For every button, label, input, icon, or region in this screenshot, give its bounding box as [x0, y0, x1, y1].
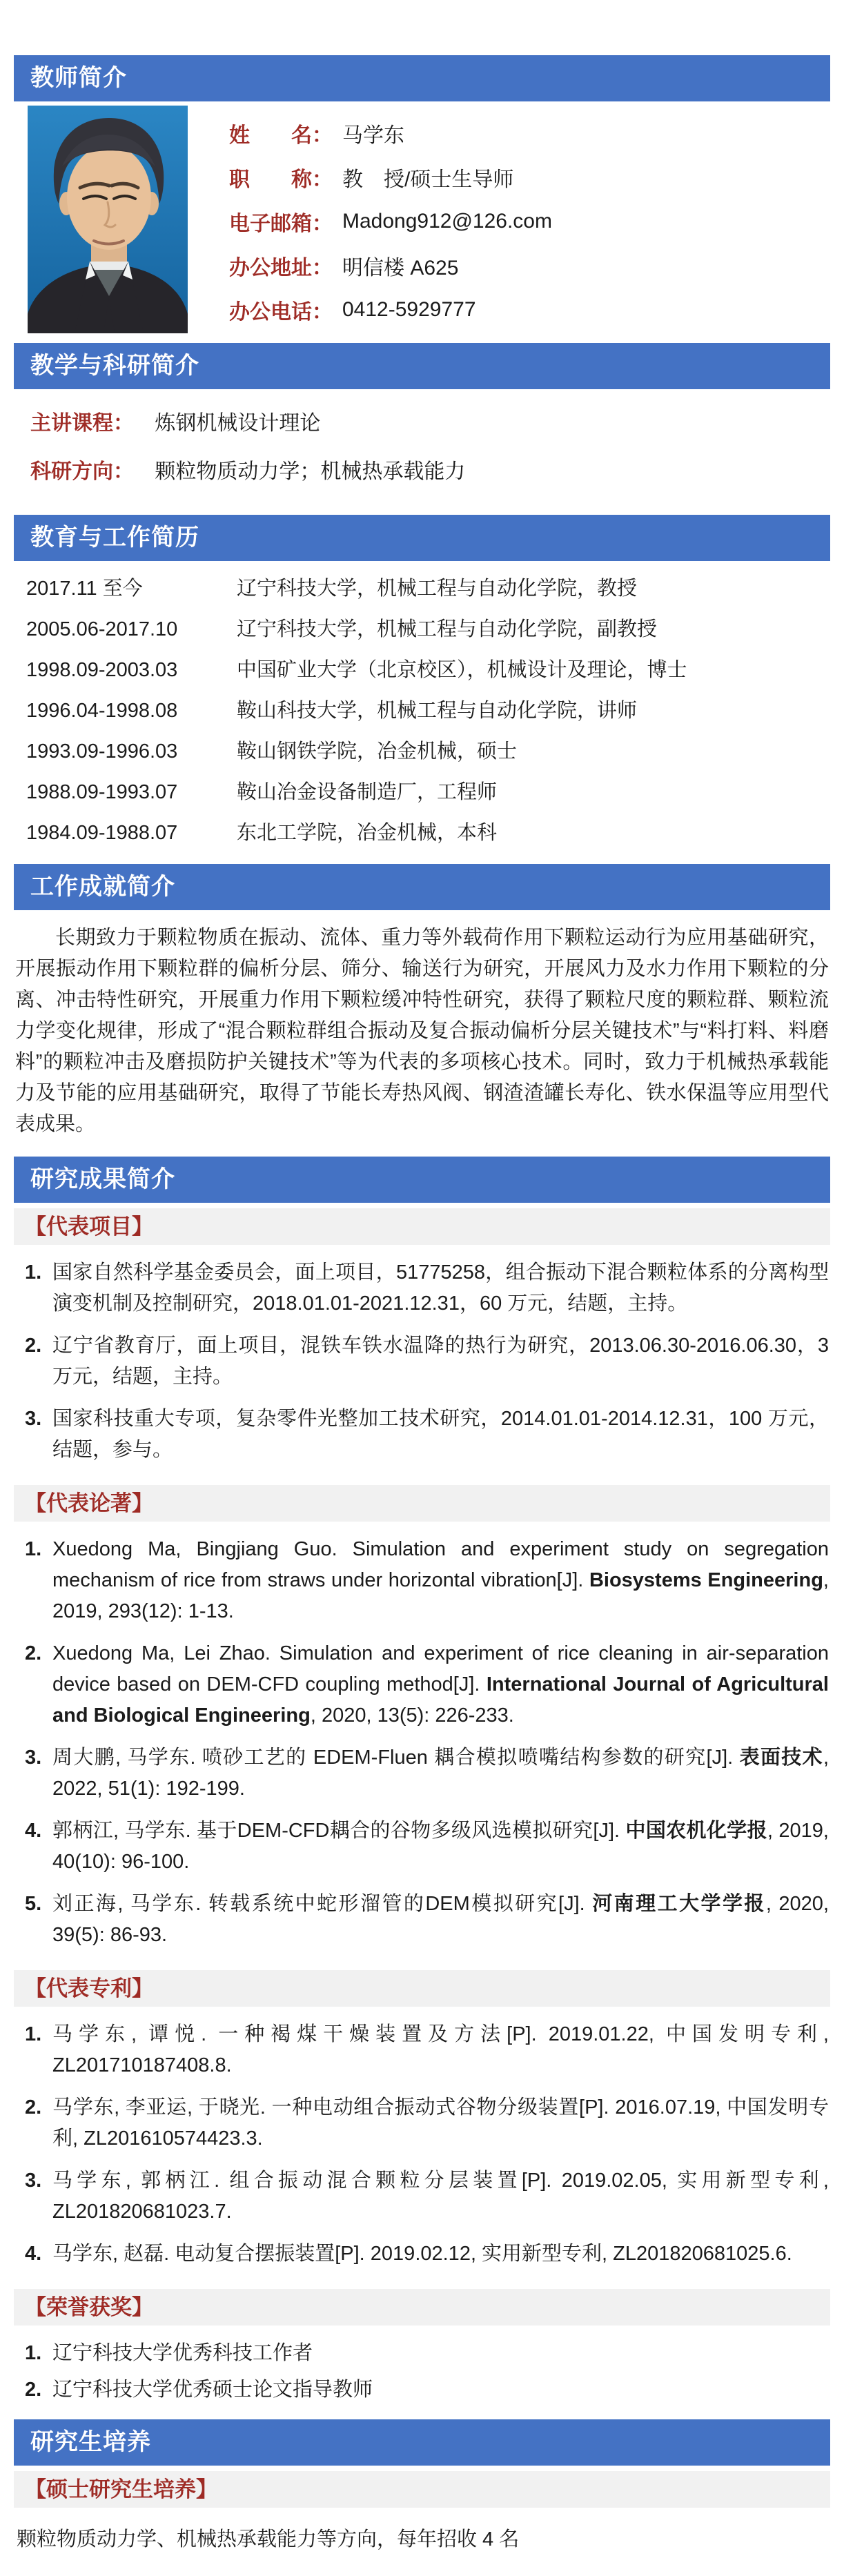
- resume-detail: 辽宁科技大学，机械工程与自动化学院，副教授: [237, 618, 658, 640]
- field-value: 明信楼 A625: [342, 257, 459, 279]
- graduate-training-text: 颗粒物质动力学、机械热承载能力等方向，每年招收 4 名: [17, 2528, 520, 2550]
- honors-list: [14, 2330, 830, 2419]
- subheading-master-training: 【硕士研究生培养】: [14, 2471, 830, 2508]
- honor-item: [25, 2375, 829, 2406]
- item-number: 3.: [25, 1747, 42, 1769]
- resume-row: [26, 777, 830, 808]
- resume-detail: 鞍山科技大学，机械工程与自动化学院，讲师: [237, 700, 638, 722]
- publication-item: [25, 1534, 829, 1627]
- subheading-honors: 【荣誉获奖】: [14, 2289, 830, 2326]
- field-label: 办公地址：: [229, 257, 333, 279]
- publication-pre: Xuedong Ma, Bingjiang Guo. Simulation and experiment study on segregation mechanism of rice from straws under horizontal vibration[J].: [52, 1538, 829, 1591]
- project-item: [25, 1404, 829, 1466]
- publication-post: , 2020, 13(5): 226-233.: [310, 1704, 514, 1727]
- teach-row-courses: [30, 406, 830, 436]
- publication-post: , 2022, 51(1): 192-199.: [52, 1747, 829, 1800]
- item-number: 2.: [25, 1335, 42, 1357]
- publication-item: [25, 1638, 829, 1731]
- portrait-photo: [28, 106, 188, 333]
- project-text: 国家自然科学基金委员会，面上项目，51775258，组合振动下混合颗粒体系的分离构型演变机制及控制研究，2018.01.01-2021.12.31，60 万元，结题，主持。: [52, 1261, 829, 1315]
- publication-item: [25, 1742, 829, 1805]
- resume-row: [26, 614, 830, 645]
- resume-detail: 中国矿业大学（北京校区），机械设计及理论，博士: [237, 659, 687, 681]
- teach-label: 主讲课程：: [30, 412, 134, 435]
- item-number: 1.: [25, 1261, 42, 1284]
- publication-item: [25, 1889, 829, 1951]
- resume-period: 2005.06-2017.10: [26, 618, 178, 640]
- field-office-phone: [229, 288, 552, 332]
- patent-text: 马学东, 赵磊. 电动复合摆振装置[P]. 2019.02.12, 实用新型专利, ZL201820681025.6.: [52, 2243, 792, 2265]
- publication-post: , 2019, 293(12): 1-13.: [52, 1569, 829, 1622]
- publications-list: [14, 1526, 830, 1965]
- item-number: 2.: [25, 1642, 42, 1664]
- item-number: 1.: [25, 1538, 42, 1560]
- field-value: 0412-5929777: [342, 298, 476, 321]
- achievements-paragraph: 长期致力于颗粒物质在振动、流体、重力等外载荷作用下颗粒运动行为应用基础研究，开展振动作用下颗粒群的偏析分层、筛分、输送行为研究，开展风力及水力作用下颗粒的分离、冲击特性研究，开展重力作用下颗粒缓冲特性研究，获得了颗粒尺度的颗粒群、颗粒流力学变化规律，形成了“混合颗粒群组合振动及复合振动偏析分层关键技术”与“料打料、料磨料”的颗粒冲击及磨损防护关键技术”等为代表的多项核心技术。同时，致力于机械热承载能力及节能的应用基础研究，取得了节能长寿热风阀、钢渣渣罐长寿化、铁水保温等应用型代表成果。: [15, 927, 829, 1135]
- profile-fields: [229, 106, 552, 332]
- portrait-photo-illustration: [28, 106, 188, 333]
- patent-text: 马学东, 李亚运, 于晓光. 一种电动组合振动式谷物分级装置[P]. 2016.07.19, 中国发明专利, ZL201610574423.3.: [52, 2096, 829, 2150]
- resume-detail: 东北工学院，冶金机械，本科: [237, 822, 498, 844]
- subheading-projects: 【代表项目】: [14, 1208, 830, 1245]
- resume-list: [14, 561, 830, 864]
- section-bar-resume: 教育与工作简历: [14, 515, 830, 561]
- patent-item: [25, 2092, 829, 2154]
- item-number: 2.: [25, 2379, 42, 2401]
- patents-list: [14, 2011, 830, 2283]
- field-label: 姓 名：: [229, 124, 333, 147]
- resume-row: [26, 655, 830, 686]
- publication-text: [52, 1534, 829, 1627]
- teach-label: 科研方向：: [30, 460, 134, 483]
- resume-row: [26, 573, 830, 604]
- patent-text: 马学东, 郭柄江. 组合振动混合颗粒分层装置[P]. 2019.02.05, 实用新型专利, ZL201820681023.7.: [52, 2170, 829, 2223]
- resume-period: 1988.09-1993.07: [26, 781, 178, 803]
- resume-period: 1996.04-1998.08: [26, 700, 178, 722]
- journal-name: International Journal of Agricultural and Biological Engineering: [52, 1673, 829, 1727]
- resume-detail: 鞍山冶金设备制造厂，工程师: [237, 781, 498, 803]
- item-number: 1.: [25, 2342, 42, 2364]
- field-office-address: [229, 244, 552, 288]
- field-label: 电子邮箱：: [229, 213, 333, 235]
- patent-item: [25, 2165, 829, 2228]
- project-text: 国家科技重大专项，复杂零件光整加工技术研究，2014.01.01-2014.12.31，100 万元，结题，参与。: [52, 1408, 829, 1461]
- resume-row: [26, 818, 830, 849]
- item-number: 1.: [25, 2023, 42, 2045]
- subheading-patents: 【代表专利】: [14, 1970, 830, 2007]
- publication-text: [52, 1742, 829, 1805]
- section-bar-teaching-research: 教学与科研简介: [14, 343, 830, 389]
- publication-pre: 周大鹏, 马学东. 喷砂工艺的 EDEM-Fluen 耦合模拟喷嘴结构参数的研究[J].: [52, 1747, 740, 1769]
- project-text: 辽宁省教育厅，面上项目，混铁车铁水温降的热行为研究，2013.06.30-2016.06.30，3 万元，结题，主持。: [52, 1335, 829, 1388]
- teaching-block: [14, 389, 830, 515]
- journal-name: 中国农机化学报: [625, 1820, 767, 1842]
- projects-list: [14, 1249, 830, 1479]
- resume-period: 2017.11 至今: [26, 578, 143, 600]
- patent-text: 马学东, 谭悦. 一种褐煤干燥装置及方法[P]. 2019.01.22, 中国发明专利, ZL201710187408.8.: [52, 2023, 829, 2076]
- patent-item: [25, 2019, 829, 2081]
- journal-name: 河南理工大学学报: [592, 1893, 766, 1915]
- item-number: 3.: [25, 1408, 42, 1430]
- teach-value: 炼钢机械设计理论: [155, 412, 321, 435]
- field-label: 职 称：: [229, 168, 333, 191]
- publication-post: , 2020, 39(5): 86-93.: [52, 1893, 829, 1946]
- project-item: [25, 1257, 829, 1319]
- publication-post: , 2019, 40(10): 96-100.: [52, 1820, 829, 1873]
- profile-block: [14, 101, 830, 343]
- journal-name: Biosystems Engineering: [589, 1569, 823, 1591]
- journal-name: 表面技术: [739, 1747, 823, 1769]
- field-name: [229, 111, 552, 155]
- item-number: 4.: [25, 2243, 42, 2265]
- field-email: [229, 199, 552, 244]
- field-value: 教 授/硕士生导师: [342, 168, 514, 191]
- publication-text: [52, 1816, 829, 1878]
- publication-pre: 郭柄江, 马学东. 基于DEM-CFD耦合的谷物多级风选模拟研究[J].: [52, 1820, 626, 1842]
- publication-pre: Xuedong Ma, Lei Zhao. Simulation and experiment of rice cleaning in air-separation device based on DEM-CFD coupling method[J].: [52, 1642, 829, 1695]
- resume-detail: 鞍山钢铁学院，冶金机械，硕士: [237, 740, 518, 763]
- publication-pre: 刘正海, 马学东. 转载系统中蛇形溜管的DEM模拟研究[J].: [52, 1893, 593, 1915]
- item-number: 4.: [25, 1820, 42, 1842]
- item-number: 5.: [25, 1893, 42, 1915]
- teach-value: 颗粒物质动力学；机械热承载能力: [155, 460, 466, 483]
- resume-row: [26, 696, 830, 727]
- resume-period: 1993.09-1996.03: [26, 740, 178, 763]
- resume-period: 1984.09-1988.07: [26, 822, 178, 844]
- honor-text: 辽宁科技大学优秀科技工作者: [52, 2342, 313, 2364]
- field-value: 马学东: [342, 124, 404, 147]
- section-bar-teacher-intro: 教师简介: [14, 55, 830, 101]
- publication-item: [25, 1816, 829, 1878]
- resume-detail: 辽宁科技大学，机械工程与自动化学院，教授: [237, 578, 638, 600]
- item-number: 2.: [25, 2096, 42, 2118]
- honor-text: 辽宁科技大学优秀硕士论文指导教师: [52, 2379, 373, 2401]
- honor-item: [25, 2338, 829, 2369]
- patent-item: [25, 2239, 829, 2270]
- publication-text: [52, 1638, 829, 1731]
- section-bar-research-results: 研究成果简介: [14, 1157, 830, 1203]
- field-title: [229, 155, 552, 199]
- project-item: [25, 1330, 829, 1393]
- section-bar-achievements: 工作成就简介: [14, 864, 830, 910]
- subheading-publications: 【代表论著】: [14, 1485, 830, 1522]
- publication-text: [52, 1889, 829, 1951]
- field-label: 办公电话：: [229, 301, 333, 324]
- field-value: Madong912@126.com: [342, 210, 552, 233]
- section-bar-graduate-training: 研究生培养: [14, 2419, 830, 2466]
- item-number: 3.: [25, 2170, 42, 2192]
- teach-row-directions: [30, 454, 830, 484]
- resume-row: [26, 736, 830, 767]
- resume-period: 1998.09-2003.03: [26, 659, 178, 681]
